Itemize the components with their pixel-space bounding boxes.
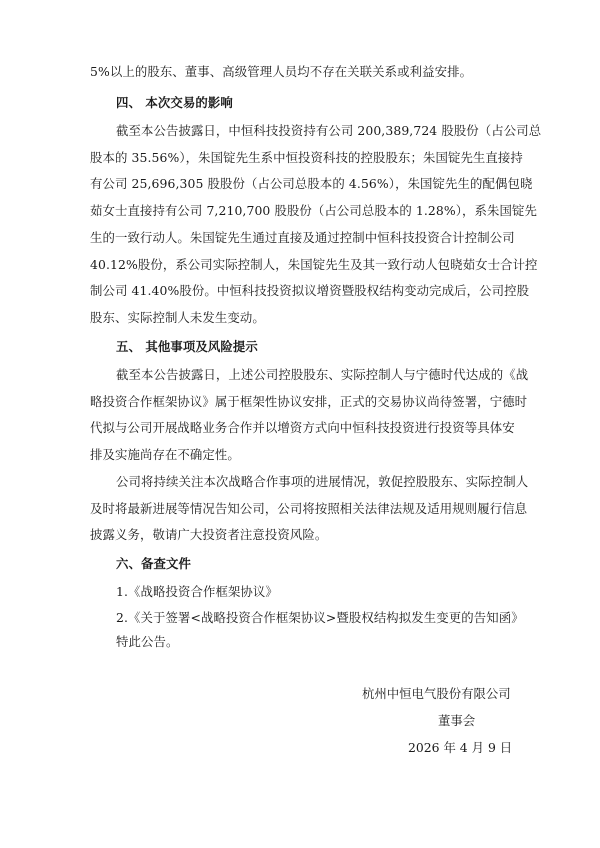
risk-paragraph-line: 略投资合作框架协议》属于框架性协议安排，正式的交易协议尚待签署，宁德时 (90, 394, 528, 409)
section-heading-impact: 四、 本次交易的影响 (116, 95, 233, 110)
document-list-item: 1.《战略投资合作框架协议》 (116, 584, 278, 599)
section-heading-documents: 六、备查文件 (116, 556, 191, 571)
document-list-item: 2.《关于签署<战略投资合作框架协议>暨股权结构拟发生变更的告知函》 (116, 610, 524, 625)
followup-paragraph-line: 及时将最新进展等情况告知公司，公司将按照相关法律法规及适用规则履行信息 (90, 501, 528, 516)
impact-paragraph-line: 生的一致行动人。朱国锭先生通过直接及通过控制中恒科技投资合计控制公司 (90, 230, 515, 245)
section-heading-risks: 五、 其他事项及风险提示 (116, 339, 258, 354)
impact-paragraph-line: 制公司 41.40%股份。中恒科技投资拟议增资暨股权结构变动完成后，公司控股 (90, 283, 530, 298)
signature-board: 董事会 (438, 713, 476, 728)
risk-paragraph-line: 代拟与公司开展战略业务合作并以增资方式向中恒科技投资进行投资等具体安 (90, 420, 515, 435)
followup-paragraph-line: 披露义务，敬请广大投资者注意投资风险。 (90, 527, 328, 542)
closing-statement: 特此公告。 (116, 634, 179, 649)
impact-paragraph-line: 截至本公告披露日，中恒科技投资持有公司 200,389,724 股股份（占公司总 (116, 123, 542, 138)
risk-paragraph-line: 排及实施尚存在不确定性。 (90, 447, 240, 462)
risk-paragraph-line: 截至本公告披露日，上述公司控股股东、实际控制人与宁德时代达成的《战 (116, 367, 529, 382)
impact-paragraph-line: 有公司 25,696,305 股股份（占公司总股本的 4.56%），朱国锭先生的配偶包晓 (90, 176, 533, 191)
signature-company: 杭州中恒电气股份有限公司 (362, 686, 511, 701)
paragraph-continuation: 5%以上的股东、董事、高级管理人员均不存在关联关系或利益安排。 (90, 64, 473, 79)
impact-paragraph-line: 40.12%股份，系公司实际控制人，朱国锭先生及其一致行动人包晓茹女士合计控 (90, 257, 538, 272)
followup-paragraph-line: 公司将持续关注本次战略合作事项的进展情况，敦促控股股东、实际控制人 (116, 474, 529, 489)
signature-date: 2026 年 4 月 9 日 (408, 740, 513, 755)
impact-paragraph-line: 股东、实际控制人未发生变动。 (90, 310, 265, 325)
impact-paragraph-line: 茹女士直接持有公司 7,210,700 股股份（占公司总股本的 1.28%），系朱国锭先 (90, 203, 537, 218)
impact-paragraph-line: 股本的 35.56%），朱国锭先生系中恒投资科技的控股股东；朱国锭先生直接持 (90, 150, 523, 165)
